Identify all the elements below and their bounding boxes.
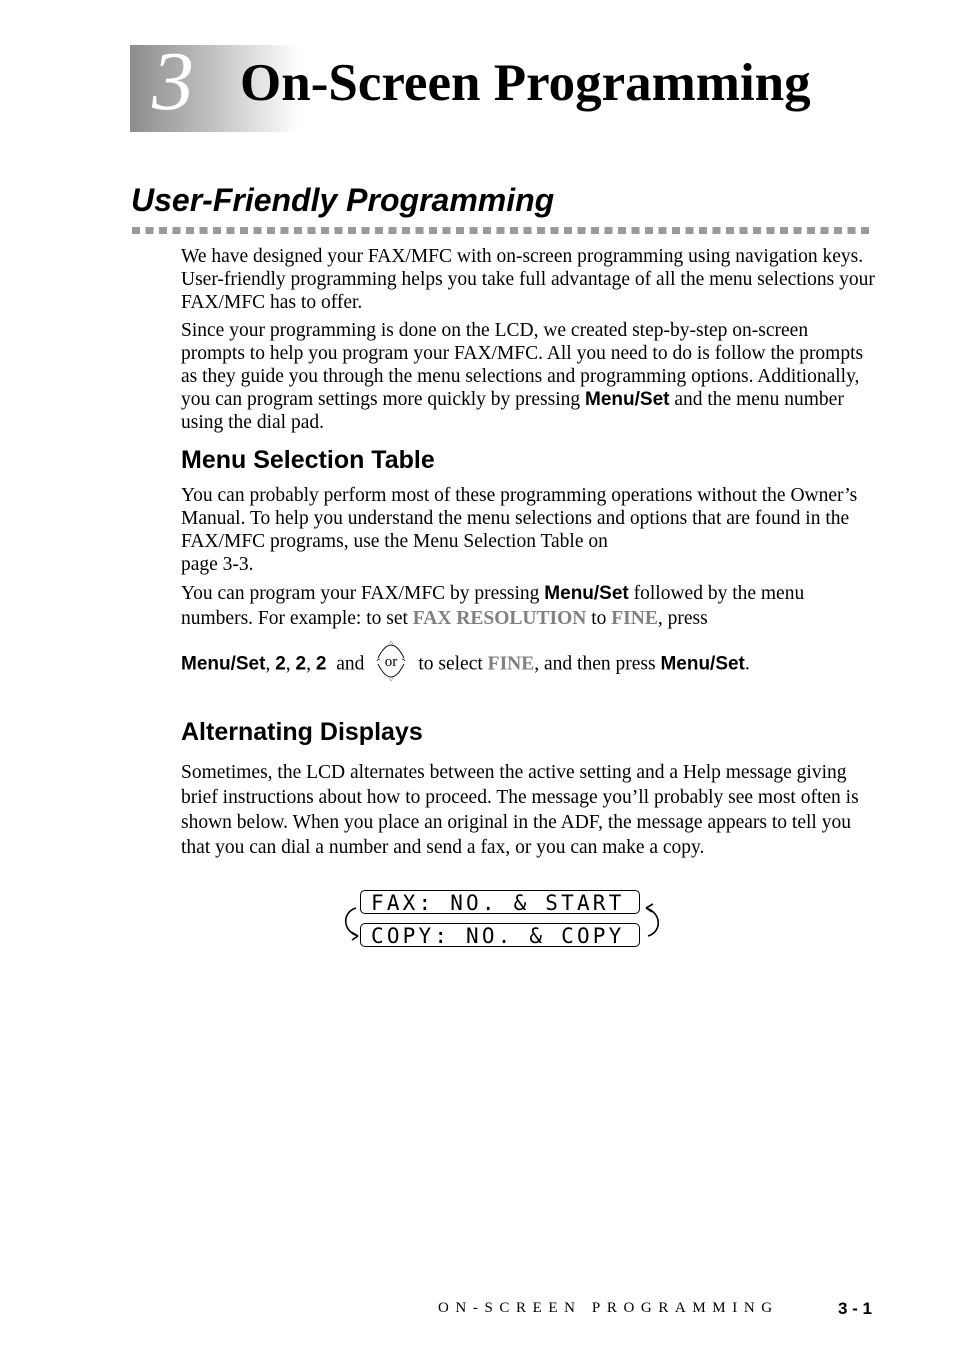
section-dotted-rule bbox=[132, 227, 874, 234]
intro-paragraph-2 bbox=[181, 319, 875, 434]
intro-p2-text: Since your programming is done on the LCD, we created step-by-step on-screen prompts to help you program your FAX/MFC. All you need to do is follow the prompts as they guide you through the menu selections and programming options. Additionally, you can program settings more quickly by pressing bbox=[181, 320, 864, 410]
up-down-navigation-keys-icon bbox=[374, 636, 408, 686]
menu-selection-table-heading: Menu Selection Table bbox=[181, 446, 435, 474]
menu-set-key-label: Menu/Set bbox=[660, 653, 745, 675]
menu-set-key-label: Menu/Set bbox=[544, 583, 629, 604]
page-reference: page 3-3. bbox=[181, 554, 254, 575]
menu-table-paragraph-1 bbox=[181, 484, 875, 576]
digit-key-label: 2 bbox=[315, 653, 327, 675]
lcd-line-2: COPY: NO. & COPY bbox=[360, 923, 640, 947]
intro-paragraph-1: We have designed your FAX/MFC with on-screen programming using navigation keys. User-friendly programming helps you take full advantage of all the menu selections your FAX/MFC has to offer. bbox=[181, 246, 875, 313]
and-text: and bbox=[336, 653, 365, 675]
separator: , bbox=[265, 653, 276, 675]
lcd-setting-value: FINE bbox=[487, 653, 535, 675]
menu-table-p2-text: , press bbox=[657, 608, 708, 629]
menu-table-paragraph-2 bbox=[181, 581, 875, 631]
lcd-setting-name: FAX RESOLUTION bbox=[412, 608, 587, 629]
intro-p2-text-end: and the menu number using the dial pad. bbox=[181, 389, 844, 433]
footer-chapter-label: ON-SCREEN PROGRAMMING bbox=[438, 1300, 779, 1316]
lcd-setting-value: FINE bbox=[611, 608, 658, 629]
digit-key-label: 2 bbox=[275, 653, 286, 675]
alternating-paragraph: Sometimes, the LCD alternates between the active setting and a Help message giving brief instructions about how to proceed. The message you’ll probably see most often is shown below. When you place an original in the ADF, the message appears to tell you that you can dial a number and send a fax, or you can make a copy. bbox=[181, 762, 859, 858]
chapter-title: On-Screen Programming bbox=[240, 54, 811, 112]
menu-set-key-label: Menu/Set bbox=[585, 389, 670, 410]
digit-key-label: 2 bbox=[295, 653, 307, 675]
section-title: User-Friendly Programming bbox=[131, 182, 555, 218]
select-text: to select bbox=[418, 653, 488, 675]
menu-table-p2-text: to bbox=[586, 608, 612, 629]
example-key-sequence bbox=[181, 640, 875, 690]
then-text: , and then press bbox=[534, 653, 661, 675]
chapter-number: 3 bbox=[152, 35, 194, 128]
menu-table-p1-text: You can probably perform most of these programming operations without the Owner’s Manual. To help you understand the menu selections and options that are found in the FAX/MFC programs, use the Menu Selection Table on bbox=[181, 485, 858, 552]
menu-table-p2-text: You can program your FAX/MFC by pressing bbox=[181, 583, 545, 604]
or-label: or bbox=[385, 654, 398, 670]
separator: , bbox=[285, 653, 296, 675]
period: . bbox=[744, 653, 750, 675]
page-number: 3 - 1 bbox=[838, 1299, 873, 1318]
lcd-line-1: FAX: NO. & START bbox=[360, 890, 640, 914]
alternating-displays-heading: Alternating Displays bbox=[181, 718, 423, 746]
menu-set-key-label: Menu/Set bbox=[181, 653, 266, 675]
separator: , bbox=[306, 653, 316, 675]
lcd-alternating-display bbox=[340, 886, 664, 956]
menu-table-p2-text: followed by the menu numbers. For example: to set bbox=[181, 583, 805, 629]
